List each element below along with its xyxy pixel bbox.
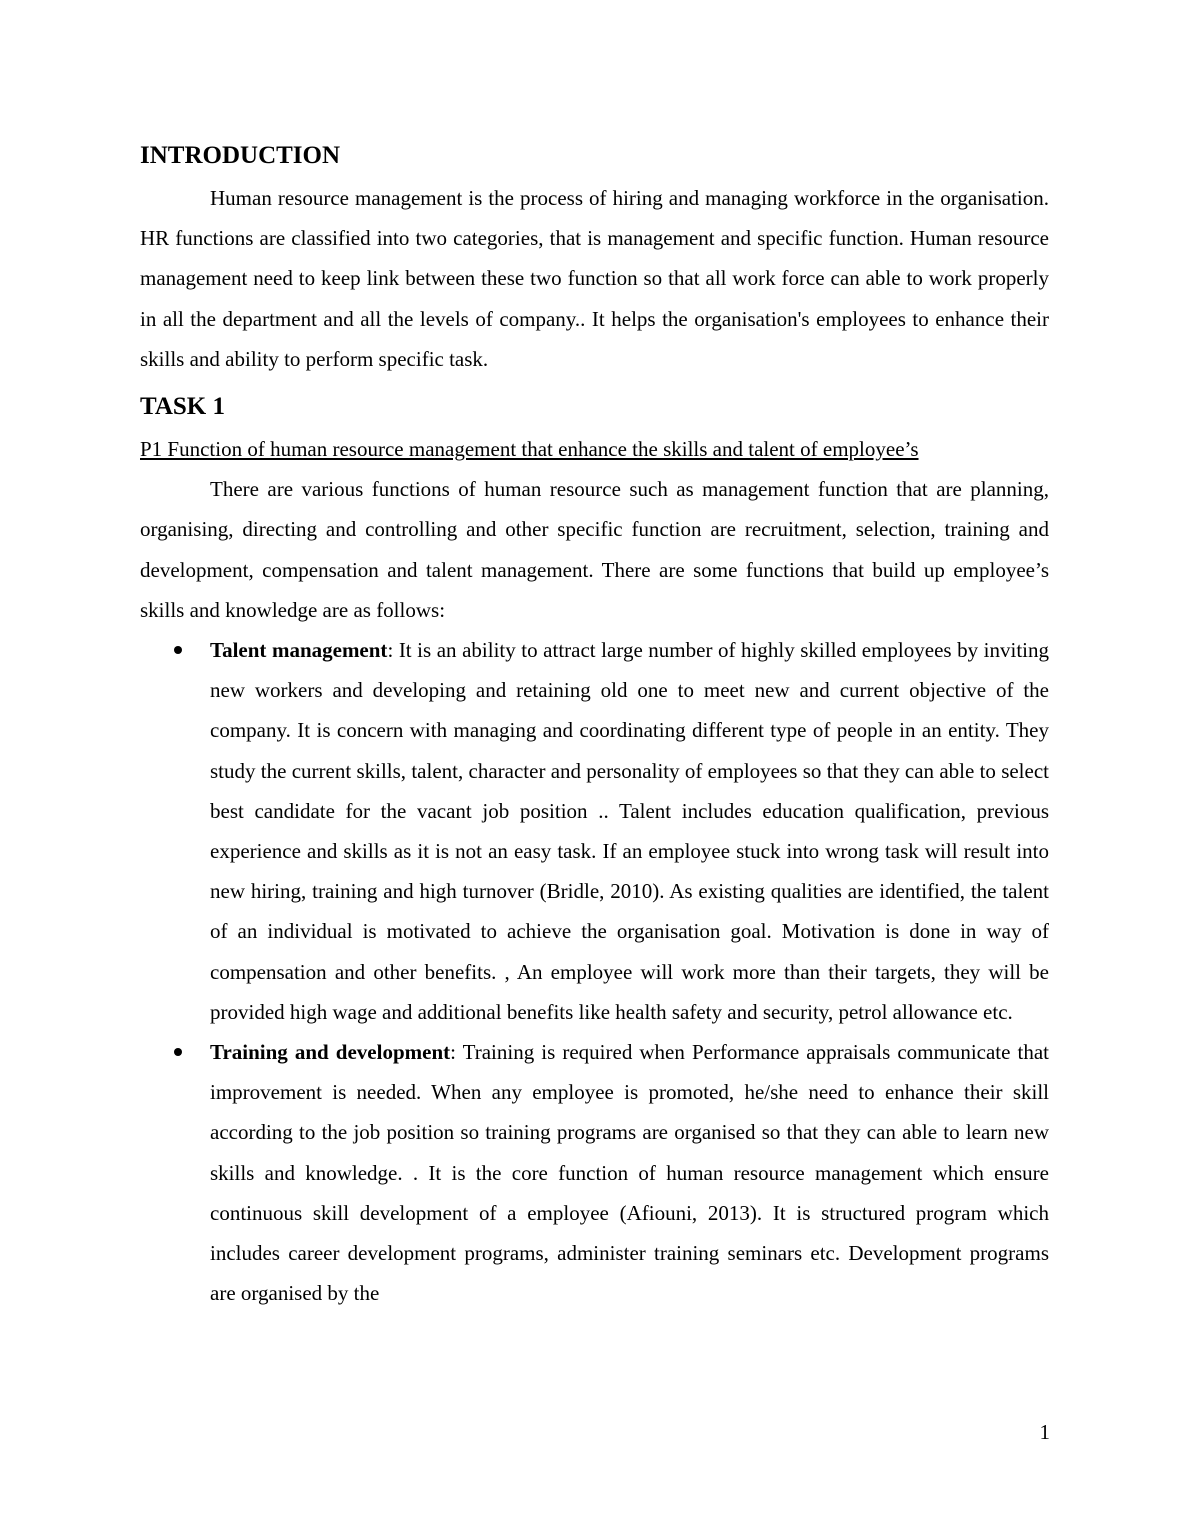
bullet-text: : It is an ability to attract large number of highly skilled employees by inviting new workers and developing and retaining old one to meet new and current objective of the company. It is concern with managing and coordinating different type of people in an entity. They study the current skills, talent, character and personality of employees so that they can able to select best candidate for the vacant job position .. Talent includes education qualification, previous experience and skills as it is not an easy task. If an employee stuck into wrong task will result into new hiring, training and high turnover (Bridle, 2010). As existing qualities are identified, the talent of an individual is motivated to achieve the organisation goal. Motivation is done in way of compensation and other benefits. , An employee will work more than their targets, they will be provided high wage and additional benefits like health safety and security, petrol allowance etc. [210,638,1050,1024]
task1-subheading: P1 Function of human resource management that enhance the skills and talent of employee’s [140,437,919,462]
task1-paragraph: There are various functions of human resource such as management function that are planning, organising, directing and controlling and other specific function are recruitment, selection, training and development, compensation and talent management. There are some functions that build up employee’s skills and knowledge are as follows: [140,477,1049,622]
page-number: 1 [1039,1420,1050,1444]
introduction-paragraph: Human resource management is the process of hiring and managing workforce in the organisation. HR functions are classified into two categories, that is management and specific function. Human resource management need to keep link between these two function so that all work force can able to work properly in all the department and all the levels of company.. It helps the organisation's employees to enhance their skills and ability to perform specific task. [140,186,1049,371]
bullet-text: : Training is required when Performance appraisals communicate that improvement is needed. When any employee is promoted, he/she need to enhance their skill according to the job position so training programs are organised so that they can able to learn new skills and knowledge. . It is the core function of human resource management which ensure continuous skill development of a employee (Afiouni, 2013). It is structured program which includes career development programs, administer training seminars etc. Development programs are organised by the [210,1040,1050,1306]
list-item-training-development [140,1032,1049,1313]
functions-list [140,630,1049,1313]
bullet-term: Training and development [210,1040,451,1065]
list-item-talent-management [140,630,1049,1032]
introduction-heading: INTRODUCTION [140,142,341,169]
page-content [140,138,1049,1313]
bullet-icon [174,1048,182,1056]
bullet-icon [174,646,182,654]
bullet-term: Talent management [210,638,388,663]
task1-heading: TASK 1 [140,393,225,421]
